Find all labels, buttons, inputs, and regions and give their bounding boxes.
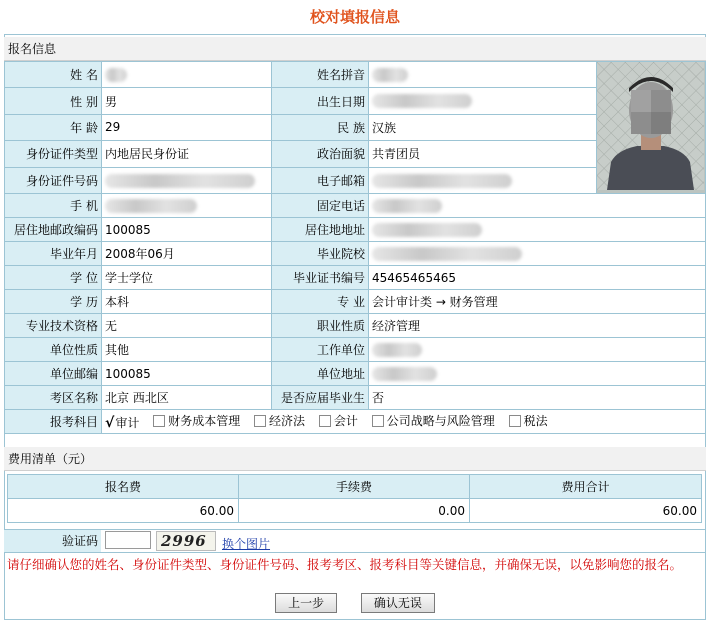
exam-area-value: 北京 西北区 <box>102 386 272 410</box>
fee-header-total: 费用合计 <box>470 475 702 499</box>
political-value: 共青团员 <box>369 141 597 167</box>
ethnicity-value: 汉族 <box>369 114 597 140</box>
captcha-label: 验证码 <box>4 530 101 552</box>
fee-table <box>7 474 702 523</box>
gender-value: 男 <box>102 88 272 114</box>
major-value: 会计审计类 → 财务管理 <box>369 290 706 314</box>
phone-value <box>369 194 706 218</box>
subject-item[interactable]: 公司战略与风险管理 <box>372 412 495 429</box>
prev-step-button[interactable]: 上一步 <box>275 593 337 613</box>
job-type-value: 经济管理 <box>369 314 706 338</box>
email-label: 电子邮箱 <box>272 167 369 193</box>
fresh-grad-label: 是否应届毕业生 <box>272 386 369 410</box>
id-number-value <box>102 167 272 193</box>
checkbox-icon[interactable] <box>153 415 165 427</box>
info-table <box>4 61 706 434</box>
grad-date-value: 2008年06月 <box>102 242 272 266</box>
applicant-photo <box>597 62 705 193</box>
fee-header-service: 手续费 <box>239 475 470 499</box>
checkbox-icon[interactable] <box>372 415 384 427</box>
button-bar <box>0 593 710 613</box>
tech-title-label: 专业技术资格 <box>5 314 102 338</box>
photo-cell <box>597 62 706 194</box>
info-section-header: 报名信息 <box>4 37 706 61</box>
birth-label: 出生日期 <box>272 88 369 114</box>
home-addr-label: 居住地地址 <box>272 218 369 242</box>
ethnicity-label: 民 族 <box>272 114 369 140</box>
pinyin-label: 姓名拼音 <box>272 62 369 88</box>
birth-value <box>369 88 597 114</box>
gender-label: 性 别 <box>5 88 102 114</box>
fee-service-value: 0.00 <box>239 499 470 523</box>
subject-item[interactable]: 会计 <box>319 412 358 429</box>
refresh-captcha-link[interactable]: 换个图片 <box>222 537 271 551</box>
id-type-value: 内地居民身份证 <box>102 141 272 167</box>
id-number-label: 身份证件号码 <box>5 167 102 193</box>
email-value <box>369 167 597 193</box>
name-value <box>102 62 272 88</box>
captcha-image: 2996 <box>156 531 216 551</box>
tech-title-value: 无 <box>102 314 272 338</box>
school-label: 毕业院校 <box>272 242 369 266</box>
degree-label: 学 位 <box>5 266 102 290</box>
school-value <box>369 242 706 266</box>
home-zip-value: 100085 <box>102 218 272 242</box>
fresh-grad-value: 否 <box>369 386 706 410</box>
cert-no-value: 45465465465 <box>369 266 706 290</box>
education-value: 本科 <box>102 290 272 314</box>
subject-item[interactable]: 财务成本管理 <box>153 412 240 429</box>
page-title: 校对填报信息 <box>309 8 400 26</box>
education-label: 学 历 <box>5 290 102 314</box>
unit-zip-label: 单位邮编 <box>5 362 102 386</box>
checkmark-icon: √ <box>105 414 115 431</box>
unit-type-value: 其他 <box>102 338 272 362</box>
confirm-button[interactable]: 确认无误 <box>361 593 435 613</box>
pinyin-value <box>369 62 597 88</box>
subject-item[interactable]: 经济法 <box>254 412 305 429</box>
captcha-input[interactable] <box>105 531 151 549</box>
warning-text: 请仔细确认您的姓名、身份证件类型、身份证件号码、报考考区、报考科目等关键信息，并确保无误，以免影响您的报名。 <box>7 557 683 572</box>
fee-registration-value: 60.00 <box>8 499 239 523</box>
subjects-list <box>102 410 706 434</box>
unit-addr-value <box>369 362 706 386</box>
age-value: 29 <box>102 114 272 140</box>
captcha-row <box>4 529 706 553</box>
name-label: 姓 名 <box>5 62 102 88</box>
subject-item[interactable]: 税法 <box>509 412 548 429</box>
job-type-label: 职业性质 <box>272 314 369 338</box>
home-addr-value <box>369 218 706 242</box>
mobile-value <box>102 194 272 218</box>
grad-date-label: 毕业年月 <box>5 242 102 266</box>
subjects-label: 报考科目 <box>5 410 102 434</box>
checkbox-icon[interactable] <box>254 415 266 427</box>
employer-label: 工作单位 <box>272 338 369 362</box>
fee-header-registration: 报名费 <box>8 475 239 499</box>
unit-zip-value: 100085 <box>102 362 272 386</box>
id-type-label: 身份证件类型 <box>5 141 102 167</box>
unit-addr-label: 单位地址 <box>272 362 369 386</box>
subject-item[interactable]: √ 审计 <box>105 414 140 431</box>
cert-no-label: 毕业证书编号 <box>272 266 369 290</box>
phone-label: 固定电话 <box>272 194 369 218</box>
degree-value: 学士学位 <box>102 266 272 290</box>
checkbox-icon[interactable] <box>509 415 521 427</box>
political-label: 政治面貌 <box>272 141 369 167</box>
fee-total-value: 60.00 <box>470 499 702 523</box>
fee-section-header: 费用清单（元） <box>4 447 706 471</box>
mobile-label: 手 机 <box>5 194 102 218</box>
age-label: 年 龄 <box>5 114 102 140</box>
exam-area-label: 考区名称 <box>5 386 102 410</box>
unit-type-label: 单位性质 <box>5 338 102 362</box>
home-zip-label: 居住地邮政编码 <box>5 218 102 242</box>
checkbox-icon[interactable] <box>319 415 331 427</box>
major-label: 专 业 <box>272 290 369 314</box>
employer-value <box>369 338 706 362</box>
